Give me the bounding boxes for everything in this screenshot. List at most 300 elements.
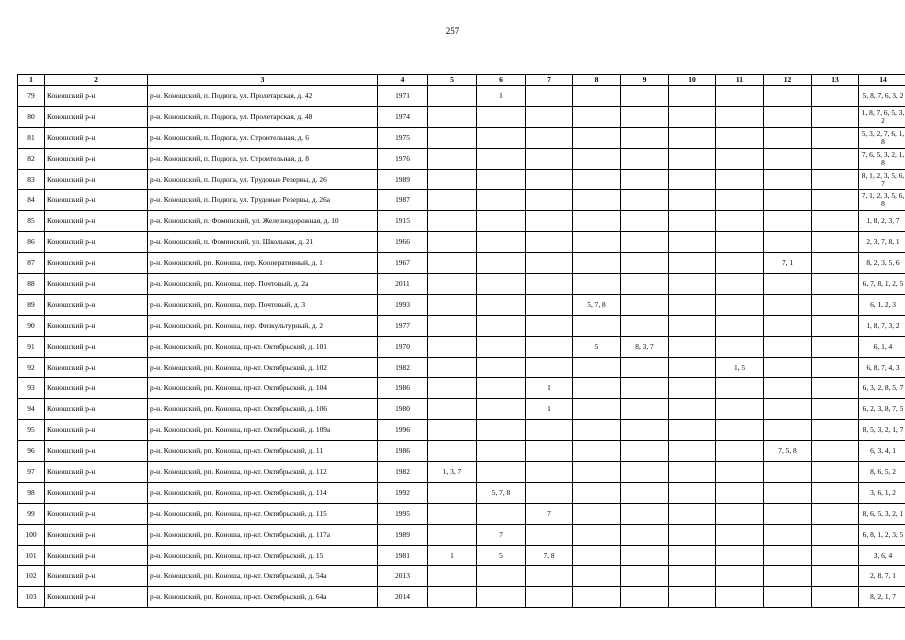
table-cell-col-9	[621, 127, 669, 148]
table-cell-col-9	[621, 399, 669, 420]
table-cell-col-11	[716, 378, 764, 399]
table-cell-col-2: Коношский р-н	[45, 190, 148, 211]
table-cell-col-10	[669, 315, 716, 336]
table-cell-col-4: 1986	[378, 441, 428, 462]
table-cell-col-9	[621, 169, 669, 190]
table-cell-col-5: 1	[428, 545, 477, 566]
table-cell-col-10	[669, 420, 716, 441]
table-cell-col-8	[573, 127, 621, 148]
table-cell-col-5	[428, 587, 477, 608]
table-cell-col-9	[621, 524, 669, 545]
column-header-4: 4	[378, 75, 428, 86]
table-cell-col-1: 94	[18, 399, 45, 420]
table-cell-col-7: 1	[526, 399, 573, 420]
table-cell-col-4: 1982	[378, 357, 428, 378]
table-row	[18, 587, 905, 608]
table-cell-col-14: 3, 6, 4	[859, 545, 905, 566]
column-header-7: 7	[526, 75, 573, 86]
table-row	[18, 274, 905, 295]
table-cell-col-10	[669, 399, 716, 420]
table-cell-col-12	[764, 545, 812, 566]
table-header	[18, 75, 905, 86]
column-header-9: 9	[621, 75, 669, 86]
table-cell-col-8	[573, 253, 621, 274]
table-row	[18, 127, 905, 148]
table-cell-col-1: 93	[18, 378, 45, 399]
table-cell-col-5	[428, 294, 477, 315]
table-cell-col-4: 1982	[378, 462, 428, 483]
table-cell-col-2: Коношский р-н	[45, 420, 148, 441]
table-cell-col-7	[526, 566, 573, 587]
table-cell-col-12	[764, 420, 812, 441]
table-cell-col-3: р-н. Коношский, рп. Коноша, пр-кт. Октябрьский, д. 15	[148, 545, 378, 566]
column-header-14: 14	[859, 75, 905, 86]
table-cell-col-3: р-н. Коношский, п. Фоминский, ул. Железнодорожная, д. 10	[148, 211, 378, 232]
table-cell-col-11	[716, 545, 764, 566]
table-cell-col-8	[573, 441, 621, 462]
table-cell-col-14: 8, 2, 1, 7	[859, 587, 905, 608]
table-cell-col-13	[812, 462, 859, 483]
table-cell-col-12	[764, 294, 812, 315]
table-cell-col-9	[621, 462, 669, 483]
table-cell-col-2: Коношский р-н	[45, 148, 148, 169]
table-cell-col-10	[669, 462, 716, 483]
table-cell-col-10	[669, 378, 716, 399]
table-cell-col-4: 2013	[378, 566, 428, 587]
table-cell-col-6: 5, 7, 8	[477, 482, 526, 503]
table-cell-col-9	[621, 294, 669, 315]
column-header-1: 1	[18, 75, 45, 86]
table-cell-col-2: Коношский р-н	[45, 503, 148, 524]
table-cell-col-7	[526, 232, 573, 253]
table-cell-col-14: 1, 8, 7, 6, 5, 3, 2	[859, 106, 905, 127]
table-cell-col-10	[669, 127, 716, 148]
table-cell-col-11	[716, 441, 764, 462]
table-cell-col-14: 1, 8, 7, 3, 2	[859, 315, 905, 336]
table-cell-col-11	[716, 315, 764, 336]
table-cell-col-7	[526, 190, 573, 211]
table-cell-col-7	[526, 169, 573, 190]
table-cell-col-7	[526, 211, 573, 232]
table-cell-col-4: 1967	[378, 253, 428, 274]
table-cell-col-6	[477, 274, 526, 295]
column-header-13: 13	[812, 75, 859, 86]
table-cell-col-1: 99	[18, 503, 45, 524]
table-cell-col-4: 1915	[378, 211, 428, 232]
table-cell-col-2: Коношский р-н	[45, 587, 148, 608]
table-cell-col-12	[764, 336, 812, 357]
table-cell-col-10	[669, 441, 716, 462]
table-cell-col-7	[526, 336, 573, 357]
table-cell-col-9	[621, 378, 669, 399]
table-cell-col-2: Коношский р-н	[45, 86, 148, 107]
table-cell-col-7: 7, 8	[526, 545, 573, 566]
table-cell-col-13	[812, 378, 859, 399]
table-cell-col-4: 1971	[378, 86, 428, 107]
table-cell-col-5	[428, 378, 477, 399]
table-cell-col-13	[812, 274, 859, 295]
table-cell-col-10	[669, 587, 716, 608]
table-cell-col-12	[764, 378, 812, 399]
table-cell-col-13	[812, 148, 859, 169]
table-cell-col-13	[812, 587, 859, 608]
column-header-3: 3	[148, 75, 378, 86]
table-cell-col-14: 8, 2, 3, 5, 6	[859, 253, 905, 274]
table-row	[18, 545, 905, 566]
table-cell-col-4: 1993	[378, 294, 428, 315]
table-cell-col-8	[573, 148, 621, 169]
table-cell-col-9	[621, 315, 669, 336]
table-cell-col-5	[428, 274, 477, 295]
table-cell-col-11	[716, 169, 764, 190]
table-cell-col-2: Коношский р-н	[45, 127, 148, 148]
table-cell-col-3: р-н. Коношский, рп. Коноша, пр-кт. Октябрьский, д. 106	[148, 399, 378, 420]
table-cell-col-11: 1, 5	[716, 357, 764, 378]
table-row	[18, 420, 905, 441]
table-cell-col-7	[526, 274, 573, 295]
table-cell-col-4: 1977	[378, 315, 428, 336]
table-cell-col-13	[812, 566, 859, 587]
table-cell-col-3: р-н. Коношский, рп. Коноша, пр-кт. Октябрьский, д. 101	[148, 336, 378, 357]
table-cell-col-13	[812, 232, 859, 253]
table-row	[18, 566, 905, 587]
table-cell-col-2: Коношский р-н	[45, 378, 148, 399]
table-cell-col-10	[669, 106, 716, 127]
table-cell-col-11	[716, 86, 764, 107]
table-row	[18, 86, 905, 107]
table-cell-col-4: 1986	[378, 378, 428, 399]
table-cell-col-14: 8, 5, 3, 2, 1, 7	[859, 420, 905, 441]
table-cell-col-14: 7, 6, 5, 3, 2, 1, 8	[859, 148, 905, 169]
table-cell-col-14: 6, 1, 4	[859, 336, 905, 357]
table-cell-col-10	[669, 148, 716, 169]
table-cell-col-6	[477, 587, 526, 608]
table-cell-col-14: 6, 8, 1, 2, 3, 5	[859, 524, 905, 545]
table-cell-col-1: 79	[18, 86, 45, 107]
table-cell-col-1: 96	[18, 441, 45, 462]
table-row	[18, 169, 905, 190]
table-cell-col-11	[716, 253, 764, 274]
table-cell-col-8	[573, 169, 621, 190]
table-cell-col-2: Коношский р-н	[45, 211, 148, 232]
table-cell-col-9	[621, 86, 669, 107]
table-cell-col-3: р-н. Коношский, п. Подюга, ул. Пролетарская, д. 42	[148, 86, 378, 107]
table-cell-col-5	[428, 106, 477, 127]
table-cell-col-7	[526, 482, 573, 503]
table-cell-col-2: Коношский р-н	[45, 524, 148, 545]
table-cell-col-4: 1989	[378, 169, 428, 190]
table-cell-col-10	[669, 482, 716, 503]
table-cell-col-8	[573, 211, 621, 232]
table-cell-col-1: 92	[18, 357, 45, 378]
table-cell-col-3: р-н. Коношский, рп. Коноша, пер. Почтовый, д. 2а	[148, 274, 378, 295]
table-cell-col-3: р-н. Коношский, рп. Коноша, пр-кт. Октябрьский, д. 64а	[148, 587, 378, 608]
table-cell-col-6	[477, 190, 526, 211]
table-row	[18, 253, 905, 274]
table-cell-col-1: 91	[18, 336, 45, 357]
table-cell-col-7	[526, 524, 573, 545]
table-cell-col-1: 85	[18, 211, 45, 232]
table-cell-col-6	[477, 357, 526, 378]
column-header-11: 11	[716, 75, 764, 86]
table-cell-col-6	[477, 232, 526, 253]
table-cell-col-12	[764, 106, 812, 127]
table-row	[18, 378, 905, 399]
table-cell-col-5	[428, 86, 477, 107]
table-cell-col-8	[573, 399, 621, 420]
table-cell-col-7	[526, 357, 573, 378]
table-cell-col-10	[669, 211, 716, 232]
table-cell-col-4: 2014	[378, 587, 428, 608]
table-cell-col-6	[477, 503, 526, 524]
table-cell-col-12	[764, 232, 812, 253]
table-cell-col-1: 88	[18, 274, 45, 295]
table-cell-col-3: р-н. Коношский, рп. Коноша, пер. Физкультурный, д. 2	[148, 315, 378, 336]
table-cell-col-14: 3, 6, 1, 2	[859, 482, 905, 503]
table-cell-col-13	[812, 190, 859, 211]
table-cell-col-11	[716, 566, 764, 587]
table-cell-col-11	[716, 482, 764, 503]
table-row	[18, 441, 905, 462]
table-cell-col-6	[477, 211, 526, 232]
table-cell-col-3: р-н. Коношский, п. Подюга, ул. Трудовые Резервы, д. 26а	[148, 190, 378, 211]
table-cell-col-14: 8, 1, 2, 3, 5, 6, 7	[859, 169, 905, 190]
table-cell-col-5	[428, 566, 477, 587]
table-cell-col-12	[764, 587, 812, 608]
table-cell-col-11	[716, 399, 764, 420]
table-cell-col-11	[716, 524, 764, 545]
column-header-8: 8	[573, 75, 621, 86]
table-cell-col-1: 82	[18, 148, 45, 169]
table-cell-col-3: р-н. Коношский, рп. Коноша, пр-кт. Октябрьский, д. 117а	[148, 524, 378, 545]
table-row	[18, 462, 905, 483]
table-cell-col-7	[526, 420, 573, 441]
table-cell-col-10	[669, 524, 716, 545]
table-cell-col-1: 95	[18, 420, 45, 441]
table-cell-col-3: р-н. Коношский, рп. Коноша, пр-кт. Октябрьский, д. 11	[148, 441, 378, 462]
table-cell-col-10	[669, 274, 716, 295]
table-cell-col-12	[764, 399, 812, 420]
table-cell-col-7	[526, 253, 573, 274]
table-cell-col-9	[621, 503, 669, 524]
table-cell-col-6	[477, 169, 526, 190]
table-cell-col-8	[573, 190, 621, 211]
table-cell-col-11	[716, 127, 764, 148]
table-cell-col-12	[764, 211, 812, 232]
table-cell-col-13	[812, 357, 859, 378]
table-cell-col-13	[812, 420, 859, 441]
table-cell-col-11	[716, 211, 764, 232]
table-cell-col-5	[428, 253, 477, 274]
table-cell-col-3: р-н. Коношский, рп. Коноша, пр-кт. Октябрьский, д. 114	[148, 482, 378, 503]
table-cell-col-5	[428, 399, 477, 420]
table-cell-col-13	[812, 336, 859, 357]
table-cell-col-2: Коношский р-н	[45, 545, 148, 566]
table-cell-col-2: Коношский р-н	[45, 315, 148, 336]
page-number: 257	[445, 26, 460, 36]
table-cell-col-3: р-н. Коношский, рп. Коноша, пер. Кооперативный, д. 1	[148, 253, 378, 274]
table-cell-col-1: 89	[18, 294, 45, 315]
table-cell-col-11	[716, 106, 764, 127]
table-cell-col-3: р-н. Коношский, рп. Коноша, пр-кт. Октябрьский, д. 112	[148, 462, 378, 483]
table-cell-col-9	[621, 274, 669, 295]
table-cell-col-6	[477, 336, 526, 357]
table-cell-col-8: 5, 7, 8	[573, 294, 621, 315]
table-cell-col-5	[428, 211, 477, 232]
table-cell-col-7	[526, 441, 573, 462]
table-cell-col-5	[428, 441, 477, 462]
table-cell-col-9	[621, 253, 669, 274]
table-cell-col-14: 1, 8, 2, 3, 7	[859, 211, 905, 232]
table-cell-col-14: 6, 8, 7, 4, 3	[859, 357, 905, 378]
table-cell-col-6: 5	[477, 545, 526, 566]
table-cell-col-1: 103	[18, 587, 45, 608]
table-cell-col-9	[621, 148, 669, 169]
table-cell-col-1: 87	[18, 253, 45, 274]
table-cell-col-3: р-н. Коношский, п. Подюга, ул. Пролетарская, д. 48	[148, 106, 378, 127]
table-cell-col-13	[812, 86, 859, 107]
table-row	[18, 503, 905, 524]
table-cell-col-10	[669, 336, 716, 357]
table-cell-col-9	[621, 357, 669, 378]
table-cell-col-8	[573, 462, 621, 483]
table-cell-col-6	[477, 441, 526, 462]
table-cell-col-13	[812, 482, 859, 503]
table-cell-col-11	[716, 336, 764, 357]
table-cell-col-14: 6, 2, 3, 8, 7, 5	[859, 399, 905, 420]
table-cell-col-13	[812, 524, 859, 545]
table-cell-col-7	[526, 106, 573, 127]
table-cell-col-14: 8, 6, 5, 2	[859, 462, 905, 483]
table-cell-col-13	[812, 127, 859, 148]
table-cell-col-3: р-н. Коношский, п. Подюга, ул. Трудовые Резервы, д. 26	[148, 169, 378, 190]
table-cell-col-1: 86	[18, 232, 45, 253]
table-cell-col-5	[428, 315, 477, 336]
table-cell-col-8	[573, 524, 621, 545]
table-cell-col-4: 1966	[378, 232, 428, 253]
table-cell-col-5	[428, 482, 477, 503]
table-cell-col-2: Коношский р-н	[45, 106, 148, 127]
table-cell-col-10	[669, 503, 716, 524]
table-cell-col-11	[716, 503, 764, 524]
table-cell-col-2: Коношский р-н	[45, 336, 148, 357]
table-cell-col-4: 1989	[378, 524, 428, 545]
table-cell-col-4: 1996	[378, 420, 428, 441]
table-cell-col-3: р-н. Коношский, п. Подюга, ул. Строительная, д. 8	[148, 148, 378, 169]
table-cell-col-5	[428, 127, 477, 148]
table-cell-col-3: р-н. Коношский, рп. Коноша, пр-кт. Октябрьский, д. 102	[148, 357, 378, 378]
table-cell-col-6	[477, 420, 526, 441]
table-cell-col-1: 97	[18, 462, 45, 483]
table-row	[18, 148, 905, 169]
table-cell-col-4: 1980	[378, 399, 428, 420]
table-cell-col-6	[477, 378, 526, 399]
table-cell-col-12: 7, 1	[764, 253, 812, 274]
table-cell-col-8	[573, 378, 621, 399]
table-cell-col-4: 1992	[378, 482, 428, 503]
table-cell-col-3: р-н. Коношский, рп. Коноша, пр-кт. Октябрьский, д. 115	[148, 503, 378, 524]
table-cell-col-1: 81	[18, 127, 45, 148]
table-row	[18, 482, 905, 503]
table-cell-col-5	[428, 148, 477, 169]
table-row	[18, 357, 905, 378]
table-cell-col-8	[573, 545, 621, 566]
table-cell-col-7: 1	[526, 378, 573, 399]
table-cell-col-1: 98	[18, 482, 45, 503]
table-cell-col-7	[526, 294, 573, 315]
table-cell-col-14: 6, 7, 8, 1, 2, 5	[859, 274, 905, 295]
table-cell-col-14: 2, 3, 7, 8, 1	[859, 232, 905, 253]
table-cell-col-1: 101	[18, 545, 45, 566]
table-cell-col-13	[812, 253, 859, 274]
table-cell-col-4: 1974	[378, 106, 428, 127]
table-row	[18, 211, 905, 232]
table-cell-col-6	[477, 399, 526, 420]
table-row	[18, 336, 905, 357]
table-cell-col-13	[812, 441, 859, 462]
table-cell-col-5	[428, 169, 477, 190]
table-cell-col-8	[573, 482, 621, 503]
table-cell-col-11	[716, 587, 764, 608]
table-cell-col-9	[621, 106, 669, 127]
table-cell-col-8	[573, 566, 621, 587]
table-cell-col-12	[764, 566, 812, 587]
table-row	[18, 315, 905, 336]
table-cell-col-5	[428, 190, 477, 211]
table-cell-col-9	[621, 420, 669, 441]
table-cell-col-6	[477, 294, 526, 315]
table-cell-col-12	[764, 357, 812, 378]
table-cell-col-14: 8, 6, 5, 3, 2, 1	[859, 503, 905, 524]
column-header-5: 5	[428, 75, 477, 86]
table-cell-col-7	[526, 127, 573, 148]
table-cell-col-14: 2, 8, 7, 1	[859, 566, 905, 587]
table-cell-col-10	[669, 169, 716, 190]
table-cell-col-6	[477, 315, 526, 336]
table-cell-col-12	[764, 169, 812, 190]
table-cell-col-1: 84	[18, 190, 45, 211]
table-cell-col-8	[573, 503, 621, 524]
table-cell-col-9	[621, 545, 669, 566]
table-cell-col-6	[477, 462, 526, 483]
table-row	[18, 190, 905, 211]
table-cell-col-12	[764, 274, 812, 295]
table-cell-col-3: р-н. Коношский, рп. Коноша, пр-кт. Октябрьский, д. 109а	[148, 420, 378, 441]
table-cell-col-7	[526, 148, 573, 169]
table-cell-col-2: Коношский р-н	[45, 169, 148, 190]
column-header-2: 2	[45, 75, 148, 86]
table-cell-col-6	[477, 148, 526, 169]
table-cell-col-2: Коношский р-н	[45, 462, 148, 483]
table-cell-col-3: р-н. Коношский, рп. Коноша, пр-кт. Октябрьский, д. 54а	[148, 566, 378, 587]
table-cell-col-8: 5	[573, 336, 621, 357]
table-cell-col-1: 83	[18, 169, 45, 190]
table-row	[18, 232, 905, 253]
table-cell-col-11	[716, 462, 764, 483]
table-cell-col-2: Коношский р-н	[45, 482, 148, 503]
column-header-12: 12	[764, 75, 812, 86]
table-cell-col-13	[812, 106, 859, 127]
table-cell-col-1: 102	[18, 566, 45, 587]
table-cell-col-12: 7, 5, 8	[764, 441, 812, 462]
table-cell-col-8	[573, 420, 621, 441]
table-cell-col-1: 80	[18, 106, 45, 127]
table-cell-col-13	[812, 169, 859, 190]
table-cell-col-4: 1976	[378, 148, 428, 169]
table-cell-col-12	[764, 524, 812, 545]
table-cell-col-1: 100	[18, 524, 45, 545]
table-body	[18, 86, 905, 608]
